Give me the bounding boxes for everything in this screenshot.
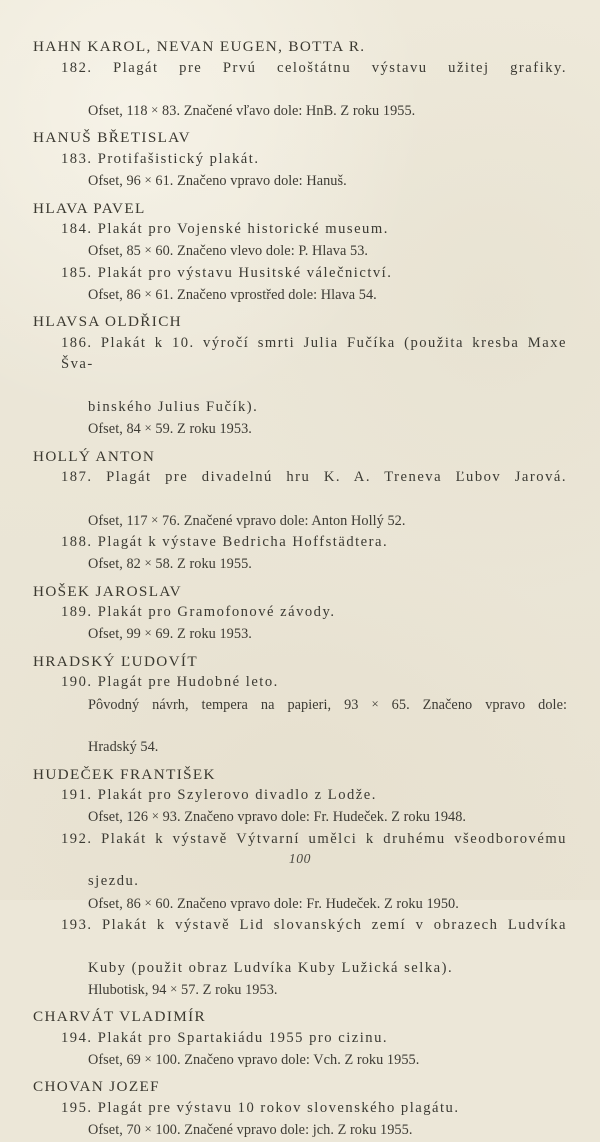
entry-title [61, 1028, 567, 1049]
entry-number: 186. [61, 334, 93, 351]
entry-title [61, 602, 567, 623]
entry-detail [88, 284, 567, 306]
entry-title-text: Plakát k výstavě Lid slovanských zemí v obrazech Ludvíka [101, 917, 567, 934]
entry-detail [88, 694, 567, 759]
entry-number: 192. [61, 830, 93, 847]
entry-title-continuation: Kuby (použit obraz Ludvíka Kuby Lužická selka). [88, 959, 454, 976]
detail-pre: Ofset, 85 [88, 243, 145, 260]
entry-number: 195. [61, 1099, 93, 1116]
entry-number: 183. [61, 150, 93, 167]
entry-number: 185. [61, 264, 93, 281]
entry-number: 187. [61, 469, 93, 486]
detail-post: 100. Značeno vpravo dole: Vch. Z roku 1955. [151, 1052, 420, 1069]
catalogue-entry [61, 532, 567, 576]
entry-title [61, 467, 567, 510]
artist-heading: HANUŠ BŘETISLAV [33, 129, 191, 147]
detail-pre: Ofset, 69 [88, 1052, 145, 1069]
detail-pre: Ofset, 117 [88, 512, 152, 529]
artist-heading: HLAVA PAVEL [33, 199, 146, 217]
entry-title [61, 219, 567, 240]
entry-number: 184. [61, 221, 93, 238]
multiply-sign: × [144, 1122, 152, 1137]
entry-title [61, 149, 567, 170]
entry-detail [88, 1119, 567, 1141]
entry-title [61, 915, 567, 979]
multiply-sign: × [144, 895, 152, 910]
entry-title [61, 1098, 567, 1119]
entry-title [61, 263, 567, 284]
catalogue-entry [61, 333, 567, 441]
detail-pre: Ofset, 96 [88, 173, 145, 190]
entry-title [61, 532, 567, 553]
entry-detail [88, 893, 567, 915]
detail-post: 59. Z roku 1953. [151, 421, 252, 438]
entry-title-text: Protifašistický plakát. [97, 150, 260, 167]
catalogue-entry [61, 263, 567, 307]
entry-detail [88, 510, 567, 532]
entry-title-text: Plakát pro Szylerovo divadlo z Lodže. [97, 787, 377, 804]
detail-continuation: Hradský 54. [88, 739, 159, 756]
multiply-sign: × [151, 512, 159, 527]
catalogue-entry [61, 467, 567, 532]
detail-post: 60. Značeno vlevo dole: P. Hlava 53. [151, 243, 369, 260]
entry-title [61, 785, 567, 806]
entry-detail [88, 1049, 567, 1071]
entry-detail [88, 623, 567, 645]
multiply-sign: × [144, 173, 152, 188]
multiply-sign: × [144, 287, 152, 302]
catalogue-entry [61, 219, 567, 263]
entry-title-text: Plagát pre Hudobné leto. [97, 674, 279, 691]
entry-number: 182. [61, 59, 93, 76]
catalogue-entry [61, 602, 567, 646]
entry-title-text: Plakát pro Gramofonové závody. [97, 604, 336, 621]
entry-title-text: Plakát pro Vojenské historické museum. [97, 221, 389, 238]
artist-heading: HOŠEK JAROSLAV [33, 582, 183, 600]
multiply-sign: × [151, 103, 159, 118]
detail-post: 61. Značeno vprostřed dole: Hlava 54. [151, 286, 377, 303]
multiply-sign: × [371, 696, 379, 711]
detail-pre: Ofset, 84 [88, 421, 145, 438]
detail-pre: Hlubotisk, 94 [88, 982, 171, 998]
detail-pre: Ofset, 86 [88, 895, 145, 912]
catalogue-entry [61, 58, 567, 123]
artist-heading: HAHN KAROL, NEVAN EUGEN, BOTTA R. [33, 38, 366, 55]
detail-pre: Ofset, 118 [88, 103, 152, 120]
multiply-sign: × [144, 556, 152, 571]
entry-number: 188. [61, 534, 93, 550]
artist-heading: CHOVAN JOZEF [33, 1078, 160, 1096]
multiply-sign: × [170, 982, 178, 997]
artist-heading: HUDEČEK FRANTIŠEK [33, 765, 216, 783]
entry-detail [88, 979, 567, 1001]
detail-pre: Pôvodný návrh, tempera na papieri, 93 [88, 696, 372, 713]
artist-heading: CHARVÁT VLADIMÍR [33, 1008, 206, 1026]
entry-number: 191. [61, 787, 93, 804]
entry-detail [88, 553, 567, 575]
artist-heading: HLAVSA OLDŘICH [33, 313, 182, 331]
catalogue-entry [61, 829, 567, 915]
entry-title-text: Plagát pre divadelnú hru K. A. Treneva Ľubov Jarová. [106, 469, 567, 486]
entry-title-text: Plagát pre Prvú celoštátnu výstavu užitej grafiky. [113, 59, 567, 76]
entry-number: 194. [61, 1029, 93, 1046]
entry-detail [88, 170, 567, 192]
detail-pre: Ofset, 70 [88, 1122, 145, 1139]
entry-title-text: Plakát pro Spartakiádu 1955 pro cizinu. [97, 1029, 389, 1046]
detail-post: 83. Značené vľavo dole: HnB. Z roku 1955. [158, 103, 416, 120]
entry-title-text: Plakát k výstavě Výtvarní umělci k druhému všeodborovému [101, 830, 567, 847]
multiply-sign: × [144, 626, 152, 641]
detail-post: 93. Značeno vpravo dole: Fr. Hudeček. Z roku 1948. [158, 809, 467, 826]
entry-title-continuation: sjezdu. [88, 873, 140, 890]
entry-detail [88, 418, 567, 440]
detail-pre: Ofset, 99 [88, 626, 145, 643]
detail-pre: Ofset, 126 [88, 809, 152, 826]
catalogue-entry [61, 1098, 567, 1142]
artist-heading: HRADSKÝ ĽUDOVÍT [33, 652, 198, 670]
detail-post: 65. Značeno vpravo dole: [378, 696, 567, 713]
entry-title-text: Plakát k 10. výročí smrti Julia Fučíka (použita kresba Maxe Šva- [61, 334, 567, 373]
detail-post: 57. Z roku 1953. [177, 982, 278, 998]
entry-detail [88, 240, 567, 262]
page-body [33, 36, 567, 1142]
detail-post: 58. Z roku 1955. [151, 556, 252, 573]
detail-pre: Ofset, 82 [88, 556, 145, 573]
entry-title-text: Plagát pre výstavu 10 rokov slovenského plagátu. [97, 1099, 460, 1116]
catalogue-entry [61, 672, 567, 758]
entry-number: 190. [61, 674, 93, 691]
page-number: 100 [288, 851, 312, 866]
multiply-sign: × [144, 421, 152, 436]
entry-detail [88, 806, 567, 828]
entry-title [61, 333, 567, 419]
entry-title-text: Plakát pro výstavu Husitské válečnictví. [97, 264, 393, 281]
entry-title-continuation: binského Julius Fučík). [88, 398, 259, 415]
detail-post: 60. Značeno vpravo dole: Fr. Hudeček. Z roku 1950. [151, 895, 459, 912]
multiply-sign: × [144, 1052, 152, 1067]
entry-title [61, 58, 567, 101]
multiply-sign: × [144, 243, 152, 258]
multiply-sign: × [151, 809, 159, 824]
detail-post: 69. Z roku 1953. [151, 626, 252, 643]
detail-post: 100. Značené vpravo dole: jch. Z roku 1955. [151, 1122, 413, 1139]
catalogue-entry [61, 1028, 567, 1072]
entry-detail [88, 100, 567, 122]
entry-title-text: Plagát k výstave Bedricha Hoffstädtera. [97, 534, 389, 550]
detail-pre: Ofset, 86 [88, 286, 145, 303]
entry-number: 189. [61, 604, 93, 621]
entry-number: 193. [61, 917, 93, 934]
artist-heading: HOLLÝ ANTON [33, 447, 156, 465]
detail-post: 76. Značené vpravo dole: Anton Hollý 52. [158, 512, 406, 529]
entry-title [61, 672, 567, 693]
catalogue-entry [61, 785, 567, 829]
detail-post: 61. Značeno vpravo dole: Hanuš. [151, 173, 347, 190]
catalogue-entry [61, 915, 567, 1001]
catalogue-entry [61, 149, 567, 193]
